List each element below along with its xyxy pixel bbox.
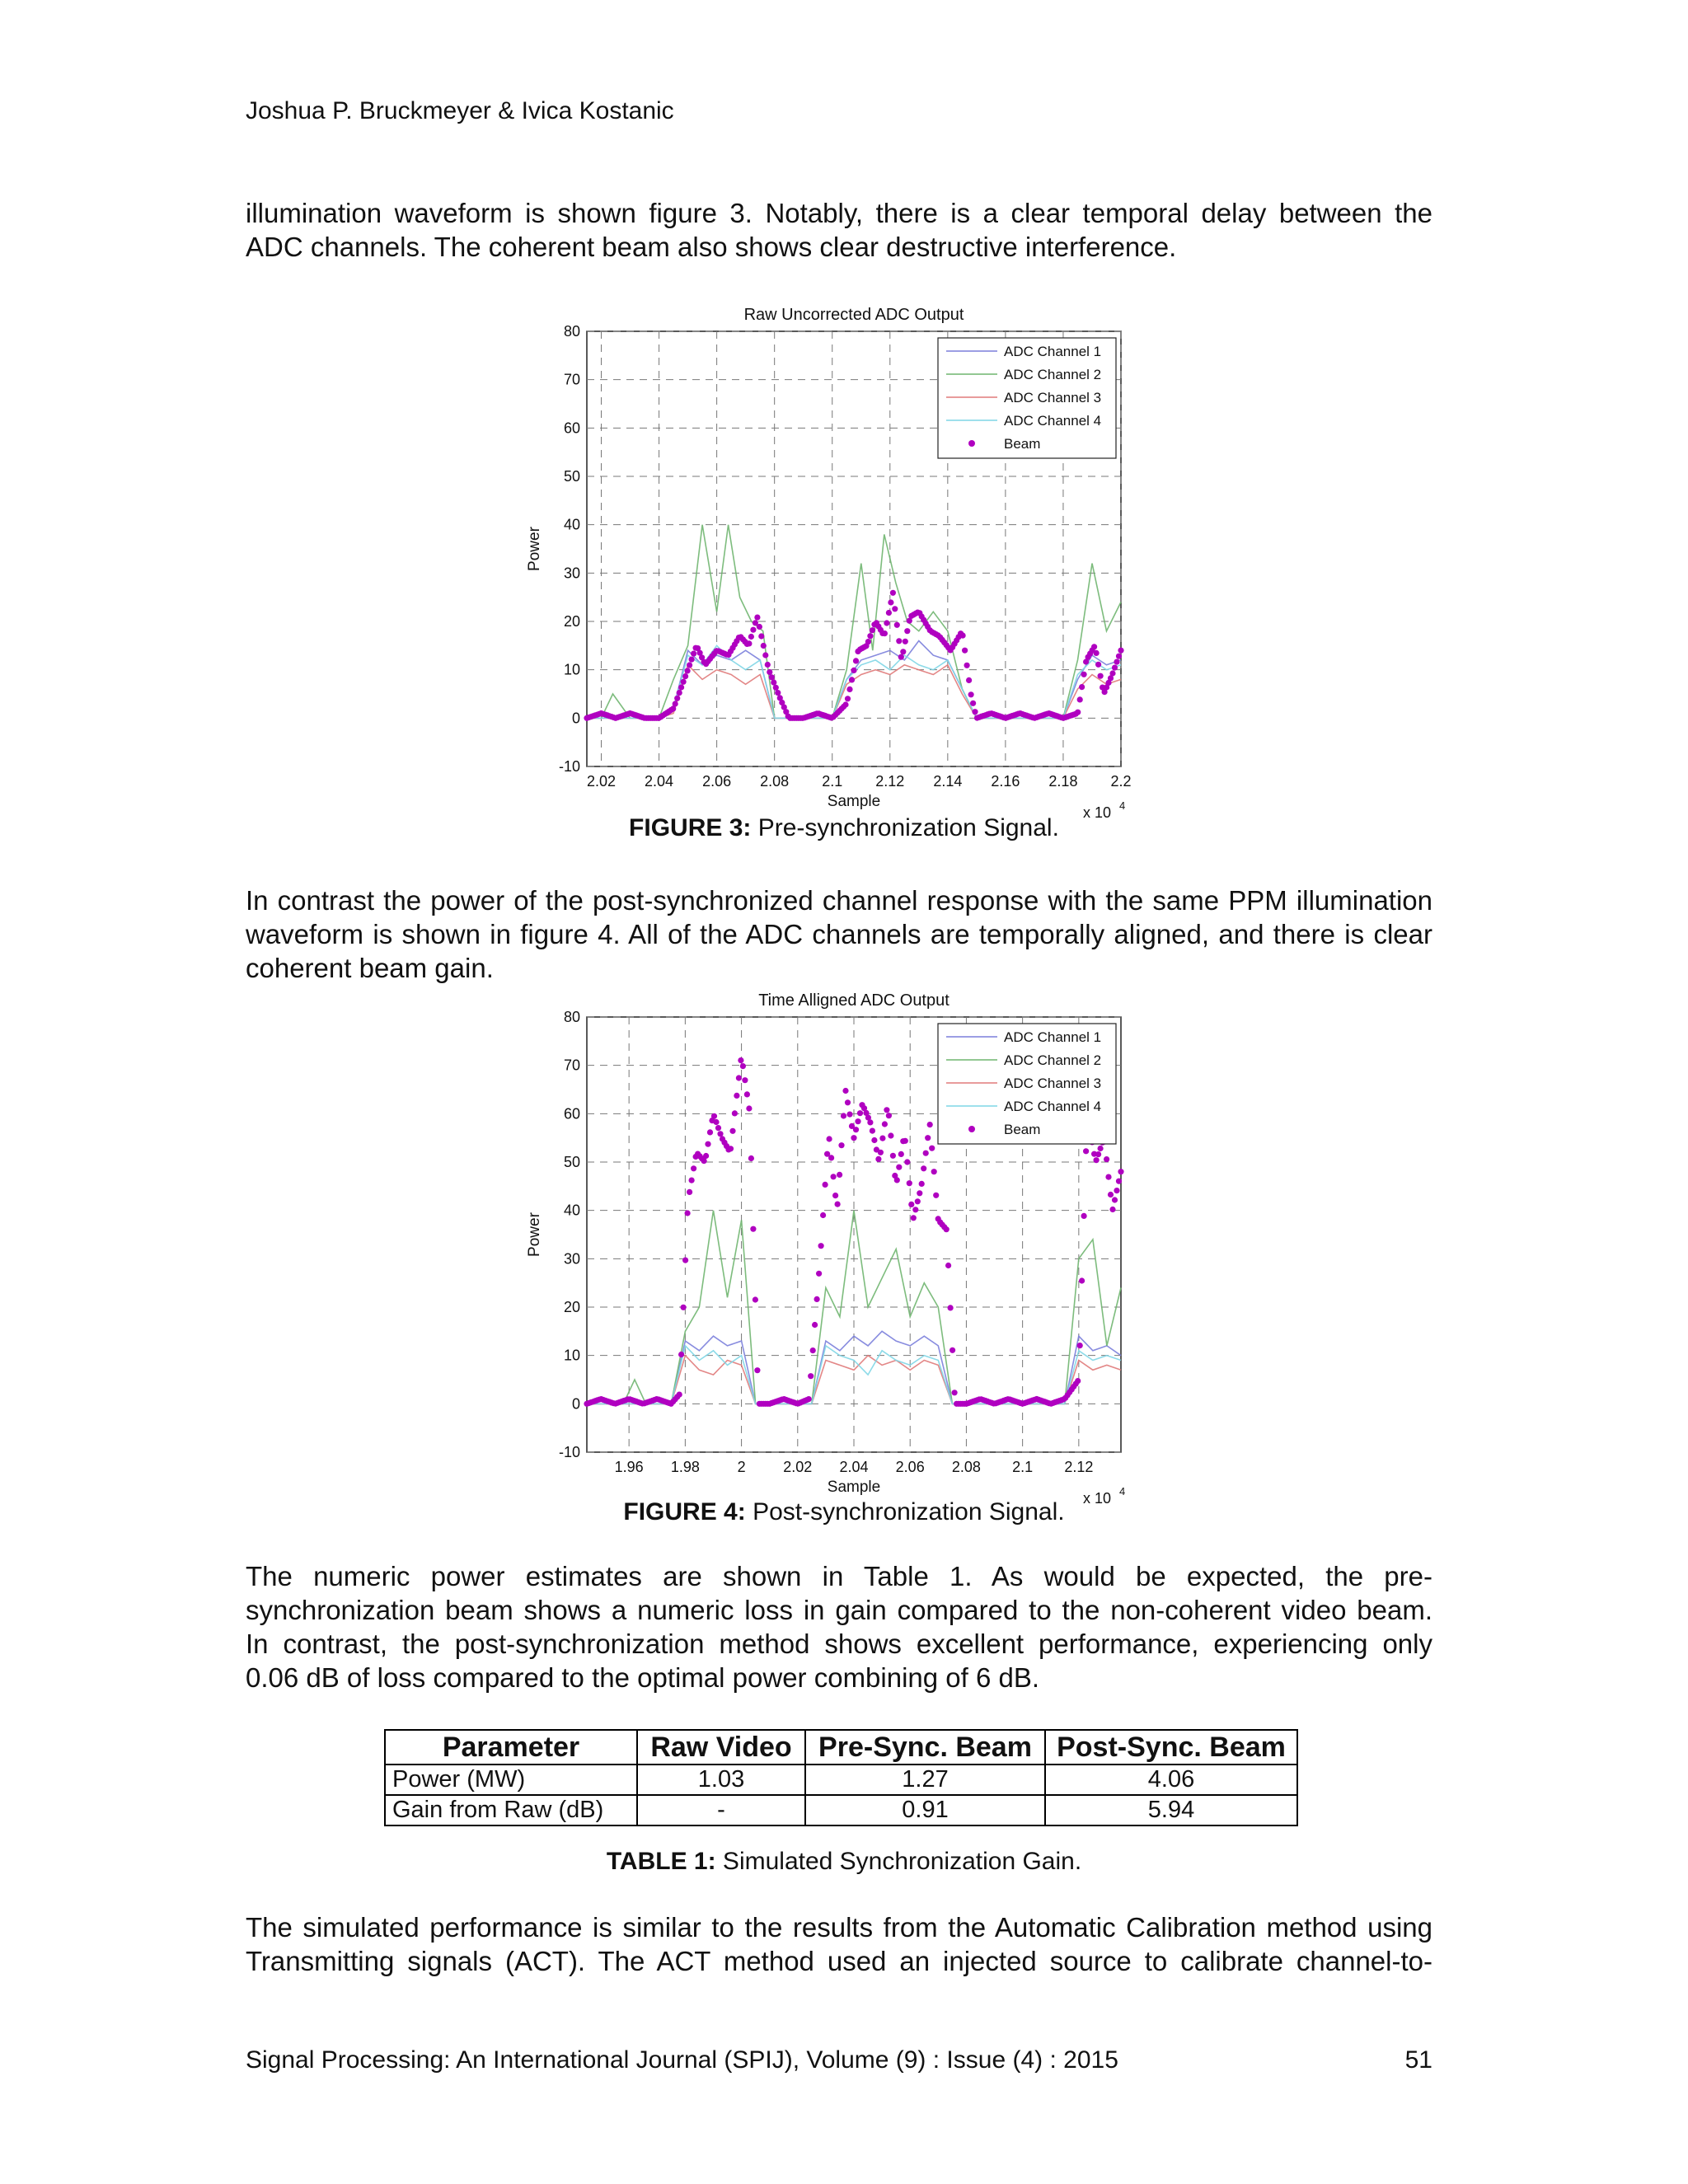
chart-svg [511, 297, 1137, 821]
beam-point [674, 696, 680, 701]
beam-point [912, 1207, 918, 1212]
x-exponent-power: 4 [1119, 799, 1126, 812]
x-tick-label: 2.02 [586, 773, 617, 790]
beam-point [818, 1243, 824, 1249]
beam-point [1077, 1343, 1083, 1348]
beam-point [820, 1212, 826, 1218]
beam-point [677, 690, 682, 696]
beam-point [960, 633, 966, 639]
beam-point [867, 1119, 873, 1125]
beam-point [867, 633, 873, 639]
beam-point [845, 696, 851, 701]
table-row [385, 1795, 1297, 1825]
beam-point [878, 1150, 884, 1155]
beam-point [746, 640, 752, 646]
y-tick-label: 10 [563, 661, 580, 678]
legend-label: Beam [1004, 1122, 1041, 1137]
legend-label: ADC Channel 1 [1004, 344, 1102, 359]
beam-point [835, 1202, 841, 1207]
beam-point [1081, 1213, 1087, 1219]
x-tick-label: 2.04 [839, 1459, 869, 1475]
beam-point [1079, 684, 1085, 690]
beam-point [896, 1165, 902, 1170]
beam-point [1109, 1207, 1115, 1212]
y-tick-label: 70 [563, 1057, 580, 1074]
results-table [384, 1729, 1298, 1826]
beam-point [681, 1305, 687, 1310]
beam-point [810, 1347, 816, 1353]
beam-point [1095, 662, 1101, 668]
beam-point [691, 1165, 696, 1171]
y-tick-label: 40 [563, 516, 580, 533]
y-tick-label: 40 [563, 1202, 580, 1219]
beam-point [814, 1296, 820, 1302]
beam-point [968, 691, 974, 697]
beam-point [884, 620, 889, 626]
x-tick-label: 2.08 [951, 1459, 981, 1475]
beam-point [732, 1110, 738, 1116]
beam-point [1098, 1146, 1104, 1151]
beam-point [851, 668, 856, 673]
beam-point [865, 639, 871, 644]
beam-point [750, 1226, 756, 1232]
table-cell: 5.94 [1045, 1795, 1297, 1825]
chart-title: Raw Uncorrected ADC Output [743, 306, 964, 324]
beam-point [771, 680, 776, 686]
table-header-cell: Parameter [385, 1730, 637, 1765]
legend-swatch [968, 440, 975, 447]
beam-point [1108, 1192, 1114, 1197]
beam-point [1112, 665, 1118, 671]
legend-swatch [968, 1126, 975, 1132]
beam-point [757, 624, 762, 630]
x-tick-label: 2.12 [1064, 1459, 1094, 1475]
beam-point [846, 687, 852, 692]
x-tick-label: 2.1 [1012, 1459, 1034, 1475]
beam-point [678, 1352, 684, 1357]
beam-point [853, 658, 859, 663]
beam-point [748, 1155, 754, 1161]
beam-point [758, 633, 764, 639]
beam-point [945, 1263, 951, 1268]
beam-point [882, 1121, 888, 1127]
x-tick-label: 2.06 [895, 1459, 925, 1475]
legend-label: ADC Channel 2 [1004, 367, 1102, 382]
x-exponent-power: 4 [1119, 1485, 1126, 1497]
figure-3-chart [511, 297, 1137, 821]
beam-point [808, 1373, 814, 1379]
beam-point [738, 1057, 743, 1063]
x-exponent-label: x 10 [1083, 804, 1112, 821]
x-tick-label: 2.18 [1048, 773, 1078, 790]
y-tick-label: 30 [563, 565, 580, 582]
beam-point [682, 673, 688, 679]
beam-point [831, 1174, 837, 1179]
beam-point [972, 709, 978, 715]
beam-point [773, 685, 779, 691]
beam-point [1081, 672, 1087, 677]
beam-point [921, 1165, 926, 1171]
beam-point [923, 1151, 929, 1156]
beam-point [838, 1142, 844, 1148]
beam-point [933, 1193, 939, 1198]
beam-point [1083, 1148, 1089, 1154]
y-tick-label: 50 [563, 1154, 580, 1170]
beam-point [1114, 659, 1119, 665]
y-axis-label: Power [526, 1212, 543, 1257]
beam-point [896, 638, 902, 644]
x-exponent-label: x 10 [1083, 1490, 1112, 1507]
beam-point [728, 1146, 734, 1151]
beam-point [917, 1190, 922, 1196]
x-tick-label: 2.08 [760, 773, 790, 790]
beam-point [841, 1113, 846, 1118]
table-cell: 4.06 [1045, 1765, 1297, 1795]
table-header-cell: Raw Video [637, 1730, 805, 1765]
paragraph-4: The simulated performance is similar to the results from the Automatic Calibration method using Transmitting signals (ACT). The ACT method used an injected source to calibrate channel-to- [246, 1912, 1432, 1976]
beam-point [882, 630, 888, 636]
beam-point [681, 679, 687, 685]
x-tick-label: 1.98 [670, 1459, 700, 1475]
beam-point [1094, 650, 1100, 656]
x-tick-label: 2.16 [991, 773, 1020, 790]
x-tick-label: 2.14 [933, 773, 963, 790]
beam-point [682, 1258, 688, 1263]
beam-point [715, 1125, 721, 1131]
beam-point [687, 1189, 692, 1195]
beam-point [925, 1135, 931, 1141]
table-header-cell: Post-Sync. Beam [1045, 1730, 1297, 1765]
beam-point [879, 1136, 885, 1141]
beam-point [816, 1271, 822, 1277]
table-cell: Gain from Raw (dB) [385, 1795, 637, 1825]
beam-point [1104, 1156, 1109, 1162]
table-header-cell: Pre-Sync. Beam [805, 1730, 1045, 1765]
beam-point [842, 701, 848, 707]
figure-4-chart [511, 982, 1137, 1507]
table-cell: Power (MW) [385, 1765, 637, 1795]
beam-point [1075, 710, 1081, 715]
beam-point [952, 1390, 958, 1395]
beam-point [870, 1128, 875, 1134]
beam-point [685, 1210, 691, 1216]
running-header: Joshua P. Bruckmeyer & Ivica Kostanic [246, 97, 674, 124]
beam-point [1105, 1174, 1111, 1180]
legend-label: Beam [1004, 436, 1041, 452]
y-tick-label: 60 [563, 419, 580, 437]
beam-point [890, 1153, 896, 1159]
beam-point [892, 606, 898, 612]
y-tick-label: 80 [563, 1009, 580, 1025]
beam-point [875, 1156, 881, 1162]
beam-point [762, 652, 768, 658]
beam-point [898, 1151, 904, 1157]
figure-3-caption: FIGURE 3: Pre-synchronization Signal. [629, 814, 1059, 841]
beam-point [870, 627, 875, 633]
beam-point [754, 615, 760, 621]
beam-point [890, 590, 896, 596]
y-tick-label: 80 [563, 323, 580, 340]
beam-point [1091, 644, 1097, 649]
beam-point [911, 1215, 917, 1221]
beam-point [729, 1128, 735, 1134]
beam-point [962, 648, 968, 654]
beam-point [964, 663, 970, 668]
y-tick-label: 20 [563, 613, 580, 630]
chart-title: Time Alligned ADC Output [758, 991, 950, 1010]
beam-point [948, 1305, 954, 1310]
beam-point [894, 622, 900, 628]
journal-info: Signal Processing: An International Journal (SPIJ), Volume (9) : Issue (4) : 2015 [246, 2046, 1118, 2074]
beam-point [904, 1159, 910, 1165]
beam-point [705, 1141, 710, 1147]
y-tick-label: 30 [563, 1250, 580, 1268]
legend-label: ADC Channel 3 [1004, 390, 1102, 405]
beam-point [1114, 1188, 1119, 1193]
legend-label: ADC Channel 1 [1004, 1029, 1102, 1045]
beam-point [851, 1135, 856, 1141]
beam-point [886, 610, 892, 616]
beam-point [832, 1193, 838, 1198]
x-tick-label: 2.12 [875, 773, 905, 790]
y-tick-label: 20 [563, 1299, 580, 1315]
beam-point [736, 1075, 742, 1080]
beam-point [849, 677, 855, 682]
beam-point [837, 1172, 842, 1178]
legend-label: ADC Channel 4 [1004, 413, 1102, 429]
legend-label: ADC Channel 2 [1004, 1052, 1102, 1068]
beam-point [769, 674, 775, 680]
beam-point [907, 1180, 912, 1186]
beam-point [767, 669, 772, 675]
beam-point [898, 654, 904, 660]
beam-point [827, 1136, 832, 1141]
beam-point [753, 1296, 758, 1302]
beam-point [884, 1107, 889, 1113]
beam-point [691, 651, 696, 657]
beam-point [886, 1113, 892, 1118]
beam-point [711, 1113, 717, 1119]
beam-point [1116, 1179, 1122, 1184]
x-axis-label: Sample [827, 1479, 881, 1496]
table-cell: - [637, 1795, 805, 1825]
x-tick-label: 2.02 [783, 1459, 813, 1475]
beam-point [761, 643, 767, 649]
beam-point [1116, 654, 1122, 659]
beam-point [855, 1118, 860, 1124]
table-cell: 1.03 [637, 1765, 805, 1795]
beam-point [903, 1138, 908, 1144]
beam-point [1095, 1151, 1101, 1157]
beam-point [828, 1155, 834, 1160]
beam-point [823, 1182, 828, 1188]
beam-point [775, 690, 781, 696]
beam-point [1077, 696, 1083, 702]
beam-point [853, 1127, 859, 1132]
beam-point [900, 649, 906, 654]
beam-point [950, 1347, 955, 1353]
beam-point [677, 1392, 682, 1398]
y-tick-label: 10 [563, 1347, 580, 1364]
beam-point [812, 1322, 818, 1328]
beam-point [915, 1198, 921, 1204]
legend-label: ADC Channel 3 [1004, 1076, 1102, 1091]
paragraph-2: In contrast the power of the post-synchronized channel response with the same PPM illumination waveform is shown in figure 4. All of the ADC channels are temporally aligned, and there is clear coherent beam gain. [246, 885, 1432, 983]
beam-point [744, 1091, 750, 1097]
x-tick-label: 1.96 [614, 1459, 644, 1475]
table-1-caption: TABLE 1: Simulated Synchronization Gain. [606, 1848, 1082, 1875]
beam-point [919, 1181, 925, 1187]
y-tick-label: -10 [558, 758, 580, 775]
beam-point [904, 628, 910, 634]
paragraph-3: The numeric power estimates are shown in Table 1. As would be expected, the pre- synchronization beam shows a numeric loss in gain compared to the non-coherent video beam. In contrast, the post-synchronization method shows excellent performance, experiencing only 0.06 dB of loss compared to the optimal power combining of 6 dB. [246, 1561, 1432, 1693]
beam-point [1094, 1157, 1100, 1163]
paragraph-1: illumination waveform is shown figure 3. Notably, there is a clear temporal delay between the ADC channels. The coherent beam also shows clear destructive interference. [246, 198, 1432, 262]
beam-point [687, 662, 692, 668]
beam-point [806, 1396, 812, 1402]
y-tick-label: 0 [571, 710, 580, 727]
y-tick-label: 50 [563, 468, 580, 485]
table-cell: 0.91 [805, 1795, 1045, 1825]
beam-point [1112, 1197, 1118, 1202]
beam-point [888, 599, 893, 605]
beam-point [846, 1112, 852, 1118]
x-tick-label: 2.2 [1110, 773, 1132, 790]
beam-point [903, 639, 908, 644]
beam-point [888, 1132, 893, 1138]
beam-point [1118, 648, 1123, 654]
beam-point [765, 662, 771, 668]
x-tick-label: 2.1 [822, 773, 843, 790]
beam-point [927, 1122, 933, 1127]
beam-point [970, 701, 976, 706]
beam-point [1118, 1169, 1123, 1174]
x-tick-label: 2.04 [645, 773, 674, 790]
beam-point [689, 1178, 695, 1183]
legend-label: ADC Channel 4 [1004, 1099, 1102, 1114]
beam-point [750, 627, 756, 633]
beam-point [742, 1077, 748, 1083]
beam-point [713, 1119, 719, 1125]
beam-point [966, 677, 972, 683]
beam-point [842, 1088, 848, 1094]
y-tick-label: -10 [558, 1444, 580, 1460]
beam-point [685, 668, 691, 673]
x-axis-label: Sample [827, 793, 881, 810]
y-tick-label: 0 [571, 1395, 580, 1413]
beam-point [894, 1177, 900, 1183]
beam-point [678, 684, 684, 690]
table-cell: 1.27 [805, 1765, 1045, 1795]
beam-point [871, 1137, 877, 1143]
beam-point [717, 1131, 723, 1137]
chart-svg [511, 982, 1137, 1507]
beam-point [703, 1153, 709, 1159]
beam-point [673, 701, 678, 706]
beam-point [845, 1099, 851, 1105]
beam-point [1079, 1277, 1085, 1283]
beam-point [754, 1367, 760, 1373]
beam-point [689, 657, 695, 663]
y-tick-label: 70 [563, 371, 580, 388]
y-tick-label: 60 [563, 1105, 580, 1122]
beam-point [746, 1105, 752, 1111]
table-row [385, 1765, 1297, 1795]
beam-point [707, 1129, 713, 1135]
beam-point [748, 634, 754, 640]
page-number: 51 [1404, 2046, 1432, 2074]
beam-point [1098, 673, 1104, 679]
beam-point [944, 1226, 950, 1232]
beam-point [908, 1202, 914, 1207]
x-tick-label: 2.06 [702, 773, 732, 790]
page-footer [246, 2046, 1432, 2074]
figure-4-caption: FIGURE 4: Post-synchronization Signal. [623, 1498, 1065, 1526]
x-tick-label: 2 [737, 1459, 746, 1475]
beam-point [931, 1169, 937, 1174]
beam-point [1109, 670, 1115, 676]
beam-point [1075, 1378, 1081, 1384]
table-header-row [385, 1730, 1297, 1765]
y-axis-label: Power [526, 527, 543, 571]
beam-point [740, 1063, 746, 1069]
beam-point [929, 1146, 935, 1151]
beam-point [734, 1093, 739, 1099]
beam-point [857, 1110, 863, 1116]
